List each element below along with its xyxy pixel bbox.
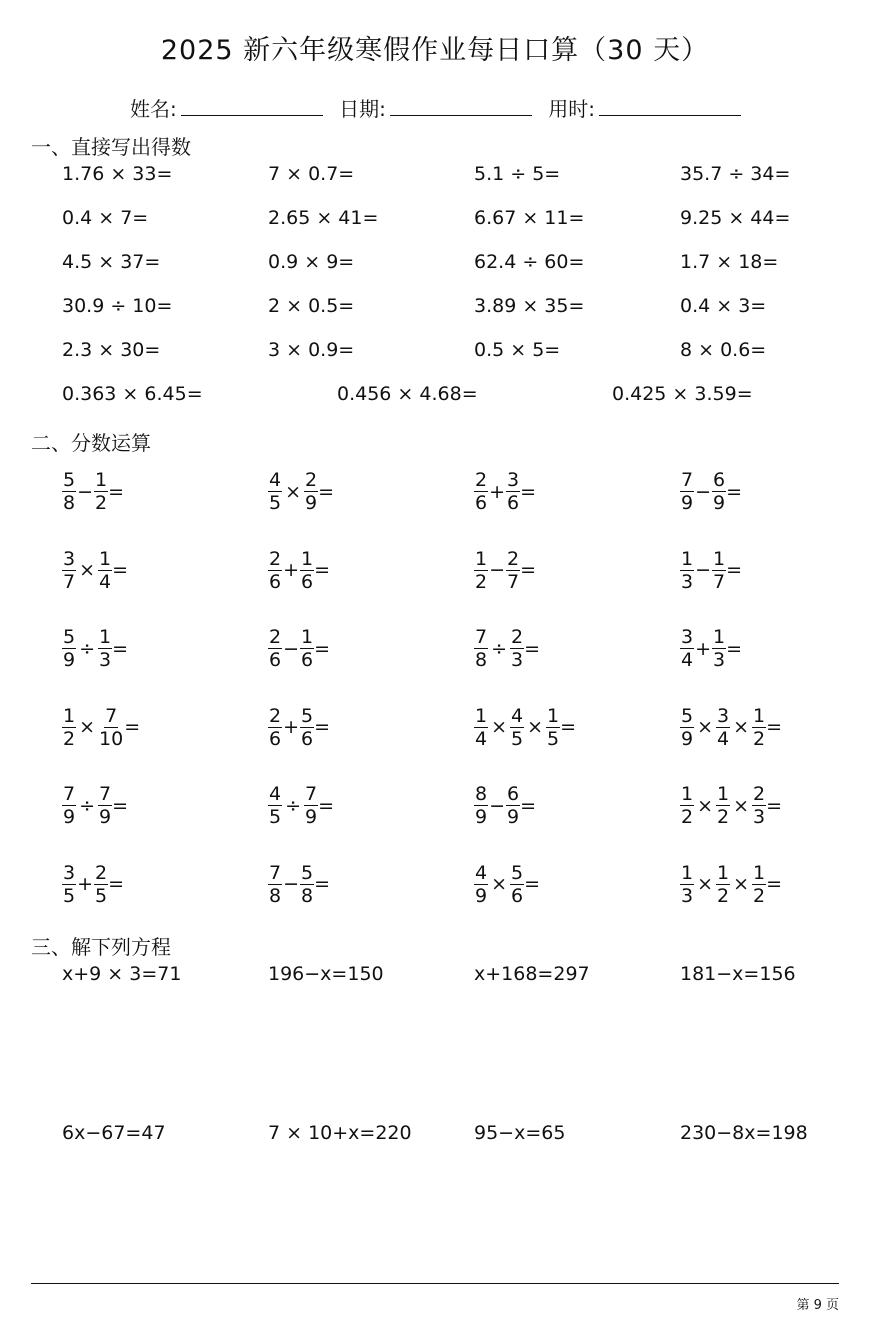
numerator: 7 xyxy=(475,626,488,648)
fraction xyxy=(680,549,694,592)
date-label: 日期: xyxy=(339,97,386,121)
fraction xyxy=(62,863,76,906)
fraction xyxy=(712,627,726,670)
operator: × xyxy=(733,873,750,895)
fraction xyxy=(506,549,520,592)
denominator: 3 xyxy=(511,649,524,671)
numerator: 7 xyxy=(63,783,76,805)
fraction-problem xyxy=(680,627,742,670)
denominator: 3 xyxy=(713,649,726,671)
denominator: 8 xyxy=(301,884,314,907)
direct-calc-problem: 9.25 × 44= xyxy=(680,207,791,229)
denominator: 5 xyxy=(269,806,282,828)
numerator: 7 xyxy=(681,469,694,491)
direct-calc-problem: 1.7 × 18= xyxy=(680,251,779,273)
operator: + xyxy=(283,716,300,738)
fraction xyxy=(62,470,76,513)
fraction-problem xyxy=(268,784,334,827)
equation-problem: x+9 × 3=71 xyxy=(62,963,182,985)
denominator: 2 xyxy=(95,492,108,514)
denominator: 10 xyxy=(99,727,124,750)
fraction-problem xyxy=(62,863,124,906)
fraction xyxy=(268,627,282,670)
equals-sign: = xyxy=(520,559,537,581)
equals-sign: = xyxy=(560,716,577,738)
numerator: 1 xyxy=(753,861,766,884)
equation-problem: 196−x=150 xyxy=(268,963,384,985)
denominator: 4 xyxy=(99,570,112,593)
numerator: 1 xyxy=(99,626,112,648)
numerator: 1 xyxy=(713,547,726,570)
denominator: 2 xyxy=(753,884,766,907)
equals-sign: = xyxy=(108,873,125,895)
equals-sign: = xyxy=(112,794,129,817)
direct-calc-problem: 0.9 × 9= xyxy=(268,251,355,273)
numerator: 3 xyxy=(63,547,76,570)
operator: × xyxy=(697,716,714,738)
equation-problem: 6x−67=47 xyxy=(62,1122,166,1144)
operator: − xyxy=(695,559,712,581)
fraction-problem xyxy=(268,470,334,513)
numerator: 1 xyxy=(475,547,488,570)
fraction-problem xyxy=(474,549,536,592)
direct-calc-problem: 7 × 0.7= xyxy=(268,163,355,185)
fraction xyxy=(62,784,76,827)
numerator: 4 xyxy=(269,469,282,491)
numerator: 1 xyxy=(713,626,726,648)
fraction xyxy=(62,706,76,749)
denominator: 9 xyxy=(713,492,726,514)
numerator: 1 xyxy=(681,861,694,884)
denominator: 2 xyxy=(681,806,694,828)
fraction-problem xyxy=(680,784,782,827)
operator: − xyxy=(489,559,506,581)
fraction xyxy=(304,784,318,827)
operator: − xyxy=(695,480,712,503)
equation-problem: x+168=297 xyxy=(474,963,590,985)
numerator: 3 xyxy=(63,861,76,884)
operator: × xyxy=(733,794,750,817)
numerator: 8 xyxy=(475,783,488,805)
fraction xyxy=(304,470,318,513)
fraction xyxy=(510,706,524,749)
numerator: 4 xyxy=(269,783,282,805)
equals-sign: = xyxy=(766,873,783,895)
fraction xyxy=(510,863,524,906)
fraction xyxy=(716,863,730,906)
fraction xyxy=(474,549,488,592)
numerator: 2 xyxy=(753,783,766,805)
denominator: 2 xyxy=(717,884,730,907)
denominator: 9 xyxy=(99,806,112,828)
operator: ÷ xyxy=(285,794,302,817)
fraction xyxy=(716,706,730,749)
numerator: 6 xyxy=(507,783,520,805)
fraction-problem xyxy=(680,863,782,906)
fraction xyxy=(98,706,124,749)
denominator: 6 xyxy=(511,884,524,907)
equals-sign: = xyxy=(726,559,743,581)
numerator: 5 xyxy=(681,704,694,727)
numerator: 5 xyxy=(301,861,314,884)
time-label: 用时: xyxy=(548,97,595,121)
numerator: 7 xyxy=(305,783,318,805)
direct-calc-problem: 0.456 × 4.68= xyxy=(337,383,478,405)
fraction xyxy=(546,706,560,749)
direct-calc-problem: 8 × 0.6= xyxy=(680,339,767,361)
operator: × xyxy=(697,873,714,895)
direct-calc-problem: 3 × 0.9= xyxy=(268,339,355,361)
page-number: 第 9 页 xyxy=(796,1298,839,1313)
fraction xyxy=(752,863,766,906)
footer-divider xyxy=(31,1283,839,1284)
direct-calc-problem: 35.7 ÷ 34= xyxy=(680,163,791,185)
fraction xyxy=(268,549,282,592)
equation-problem: 7 × 10+x=220 xyxy=(268,1122,412,1144)
operator: × xyxy=(285,480,302,503)
denominator: 5 xyxy=(511,727,524,750)
fraction xyxy=(474,863,488,906)
fraction xyxy=(474,470,488,513)
page-title: 2025 新六年级寒假作业每日口算（30 天） xyxy=(160,35,710,66)
numerator: 5 xyxy=(63,469,76,491)
numerator: 3 xyxy=(717,704,730,727)
fraction xyxy=(680,863,694,906)
fraction xyxy=(268,863,282,906)
equals-sign: = xyxy=(318,794,335,817)
fraction xyxy=(680,706,694,749)
denominator: 2 xyxy=(63,727,76,750)
fraction xyxy=(62,549,76,592)
denominator: 9 xyxy=(681,727,694,750)
numerator: 1 xyxy=(753,704,766,727)
equation-problem: 181−x=156 xyxy=(680,963,796,985)
numerator: 2 xyxy=(305,469,318,491)
equation-problem: 95−x=65 xyxy=(474,1122,566,1144)
fraction-problem xyxy=(474,627,540,670)
denominator: 6 xyxy=(475,492,488,514)
numerator: 7 xyxy=(269,861,282,884)
numerator: 2 xyxy=(269,547,282,570)
denominator: 9 xyxy=(305,492,318,514)
operator: − xyxy=(283,873,300,895)
equals-sign: = xyxy=(314,873,331,895)
operator: × xyxy=(733,716,750,738)
direct-calc-problem: 1.76 × 33= xyxy=(62,163,173,185)
direct-calc-problem: 2.3 × 30= xyxy=(62,339,161,361)
fraction xyxy=(300,549,314,592)
fraction xyxy=(506,784,520,827)
numerator: 1 xyxy=(717,783,730,805)
operator: ÷ xyxy=(79,794,96,817)
fraction xyxy=(680,470,694,513)
direct-calc-problem: 30.9 ÷ 10= xyxy=(62,295,173,317)
fraction-problem xyxy=(268,863,330,906)
time-blank[interactable] xyxy=(599,97,741,116)
numerator: 2 xyxy=(95,861,108,884)
equals-sign: = xyxy=(108,480,125,503)
direct-calc-problem: 0.4 × 3= xyxy=(680,295,767,317)
fraction-problem xyxy=(680,706,782,749)
section-heading-fractions: 二、分数运算 xyxy=(31,431,151,455)
numerator: 1 xyxy=(717,861,730,884)
fraction xyxy=(268,784,282,827)
numerator: 7 xyxy=(105,704,118,727)
fraction xyxy=(510,627,524,670)
direct-calc-problem: 5.1 ÷ 5= xyxy=(474,163,561,185)
denominator: 6 xyxy=(301,570,314,593)
equals-sign: = xyxy=(766,794,783,817)
fraction xyxy=(98,549,112,592)
fraction xyxy=(474,627,488,670)
fraction xyxy=(98,784,112,827)
equals-sign: = xyxy=(314,559,331,581)
equals-sign: = xyxy=(766,716,783,738)
denominator: 8 xyxy=(269,884,282,907)
equals-sign: = xyxy=(520,480,537,503)
fraction-problem xyxy=(62,784,128,827)
fraction xyxy=(752,784,766,827)
numerator: 5 xyxy=(301,704,314,727)
name-blank[interactable] xyxy=(181,97,323,116)
equals-sign: = xyxy=(726,637,743,660)
fraction-problem xyxy=(268,627,330,670)
fraction xyxy=(752,706,766,749)
numerator: 1 xyxy=(63,704,76,727)
direct-calc-problem: 62.4 ÷ 60= xyxy=(474,251,585,273)
direct-calc-problem: 6.67 × 11= xyxy=(474,207,585,229)
denominator: 3 xyxy=(99,649,112,671)
fraction xyxy=(268,470,282,513)
fraction-problem xyxy=(62,706,140,749)
numerator: 1 xyxy=(681,783,694,805)
operator: × xyxy=(697,794,714,817)
numerator: 2 xyxy=(507,547,520,570)
operator: + xyxy=(695,637,712,660)
numerator: 1 xyxy=(547,704,560,727)
numerator: 1 xyxy=(301,626,314,648)
fraction-problem xyxy=(680,470,742,513)
equals-sign: = xyxy=(112,559,129,581)
equals-sign: = xyxy=(314,637,331,660)
numerator: 1 xyxy=(681,547,694,570)
operator: − xyxy=(283,637,300,660)
direct-calc-problem: 0.5 × 5= xyxy=(474,339,561,361)
fraction-problem xyxy=(474,784,536,827)
denominator: 9 xyxy=(507,806,520,828)
operator: × xyxy=(79,559,96,581)
numerator: 7 xyxy=(99,783,112,805)
denominator: 9 xyxy=(63,806,76,828)
denominator: 4 xyxy=(475,727,488,750)
section-heading-equations: 三、解下列方程 xyxy=(31,935,171,959)
direct-calc-problem: 2.65 × 41= xyxy=(268,207,379,229)
fraction xyxy=(680,627,694,670)
equals-sign: = xyxy=(112,637,129,660)
operator: ÷ xyxy=(79,637,96,660)
direct-calc-problem: 4.5 × 37= xyxy=(62,251,161,273)
denominator: 9 xyxy=(681,492,694,514)
fraction xyxy=(712,470,726,513)
fraction xyxy=(474,784,488,827)
fraction xyxy=(680,784,694,827)
numerator: 3 xyxy=(507,469,520,491)
section-heading-direct-calc: 一、直接写出得数 xyxy=(31,135,191,159)
operator: + xyxy=(283,559,300,581)
denominator: 6 xyxy=(269,727,282,750)
equals-sign: = xyxy=(524,873,541,895)
operator: × xyxy=(491,716,508,738)
numerator: 2 xyxy=(475,469,488,491)
denominator: 9 xyxy=(63,649,76,671)
fraction-problem xyxy=(474,706,576,749)
denominator: 6 xyxy=(301,649,314,671)
numerator: 3 xyxy=(681,626,694,648)
fraction xyxy=(300,627,314,670)
operator: × xyxy=(79,716,96,738)
numerator: 1 xyxy=(475,704,488,727)
denominator: 5 xyxy=(63,884,76,907)
fraction-problem xyxy=(268,706,330,749)
direct-calc-problem: 2 × 0.5= xyxy=(268,295,355,317)
numerator: 5 xyxy=(511,861,524,884)
operator: + xyxy=(77,873,94,895)
fraction xyxy=(300,706,314,749)
numerator: 2 xyxy=(269,626,282,648)
denominator: 3 xyxy=(753,806,766,828)
numerator: 4 xyxy=(511,704,524,727)
operator: × xyxy=(491,873,508,895)
direct-calc-problem: 0.4 × 7= xyxy=(62,207,149,229)
denominator: 3 xyxy=(681,884,694,907)
fraction xyxy=(712,549,726,592)
operator: − xyxy=(489,794,506,817)
denominator: 8 xyxy=(475,649,488,671)
fraction-problem xyxy=(474,863,540,906)
denominator: 7 xyxy=(63,570,76,593)
operator: ÷ xyxy=(491,637,508,660)
fraction xyxy=(94,470,108,513)
fraction-problem xyxy=(62,470,124,513)
operator: + xyxy=(489,480,506,503)
fraction xyxy=(62,627,76,670)
fraction xyxy=(474,706,488,749)
denominator: 2 xyxy=(717,806,730,828)
numerator: 2 xyxy=(269,704,282,727)
equation-problem: 230−8x=198 xyxy=(680,1122,808,1144)
fraction-problem xyxy=(474,470,536,513)
denominator: 2 xyxy=(753,727,766,750)
denominator: 7 xyxy=(507,570,520,593)
fraction xyxy=(268,706,282,749)
numerator: 1 xyxy=(95,469,108,491)
operator: − xyxy=(77,480,94,503)
denominator: 6 xyxy=(269,570,282,593)
fraction-problem xyxy=(62,549,128,592)
denominator: 2 xyxy=(475,570,488,593)
equals-sign: = xyxy=(726,480,743,503)
equals-sign: = xyxy=(520,794,537,817)
denominator: 5 xyxy=(269,492,282,514)
numerator: 1 xyxy=(301,547,314,570)
direct-calc-problem: 3.89 × 35= xyxy=(474,295,585,317)
denominator: 4 xyxy=(681,649,694,671)
denominator: 9 xyxy=(305,806,318,828)
fraction-problem xyxy=(268,549,330,592)
denominator: 3 xyxy=(681,570,694,593)
denominator: 9 xyxy=(475,884,488,907)
denominator: 6 xyxy=(269,649,282,671)
date-blank[interactable] xyxy=(390,97,532,116)
name-label: 姓名: xyxy=(130,97,177,121)
operator: × xyxy=(527,716,544,738)
numerator: 2 xyxy=(511,626,524,648)
denominator: 7 xyxy=(713,570,726,593)
fraction xyxy=(98,627,112,670)
student-info-line xyxy=(130,93,751,122)
denominator: 4 xyxy=(717,727,730,750)
fraction xyxy=(716,784,730,827)
equals-sign: = xyxy=(524,637,541,660)
equals-sign: = xyxy=(124,716,141,738)
direct-calc-problem: 0.363 × 6.45= xyxy=(62,383,203,405)
fraction-problem xyxy=(680,549,742,592)
denominator: 5 xyxy=(547,727,560,750)
fraction-problem xyxy=(62,627,128,670)
fraction xyxy=(94,863,108,906)
denominator: 5 xyxy=(95,884,108,907)
denominator: 8 xyxy=(63,492,76,514)
numerator: 4 xyxy=(475,861,488,884)
denominator: 9 xyxy=(475,806,488,828)
denominator: 6 xyxy=(507,492,520,514)
numerator: 5 xyxy=(63,626,76,648)
equals-sign: = xyxy=(318,480,335,503)
direct-calc-problem: 0.425 × 3.59= xyxy=(612,383,753,405)
fraction xyxy=(300,863,314,906)
denominator: 6 xyxy=(301,727,314,750)
equals-sign: = xyxy=(314,716,331,738)
numerator: 1 xyxy=(99,547,112,570)
fraction xyxy=(506,470,520,513)
numerator: 6 xyxy=(713,469,726,491)
